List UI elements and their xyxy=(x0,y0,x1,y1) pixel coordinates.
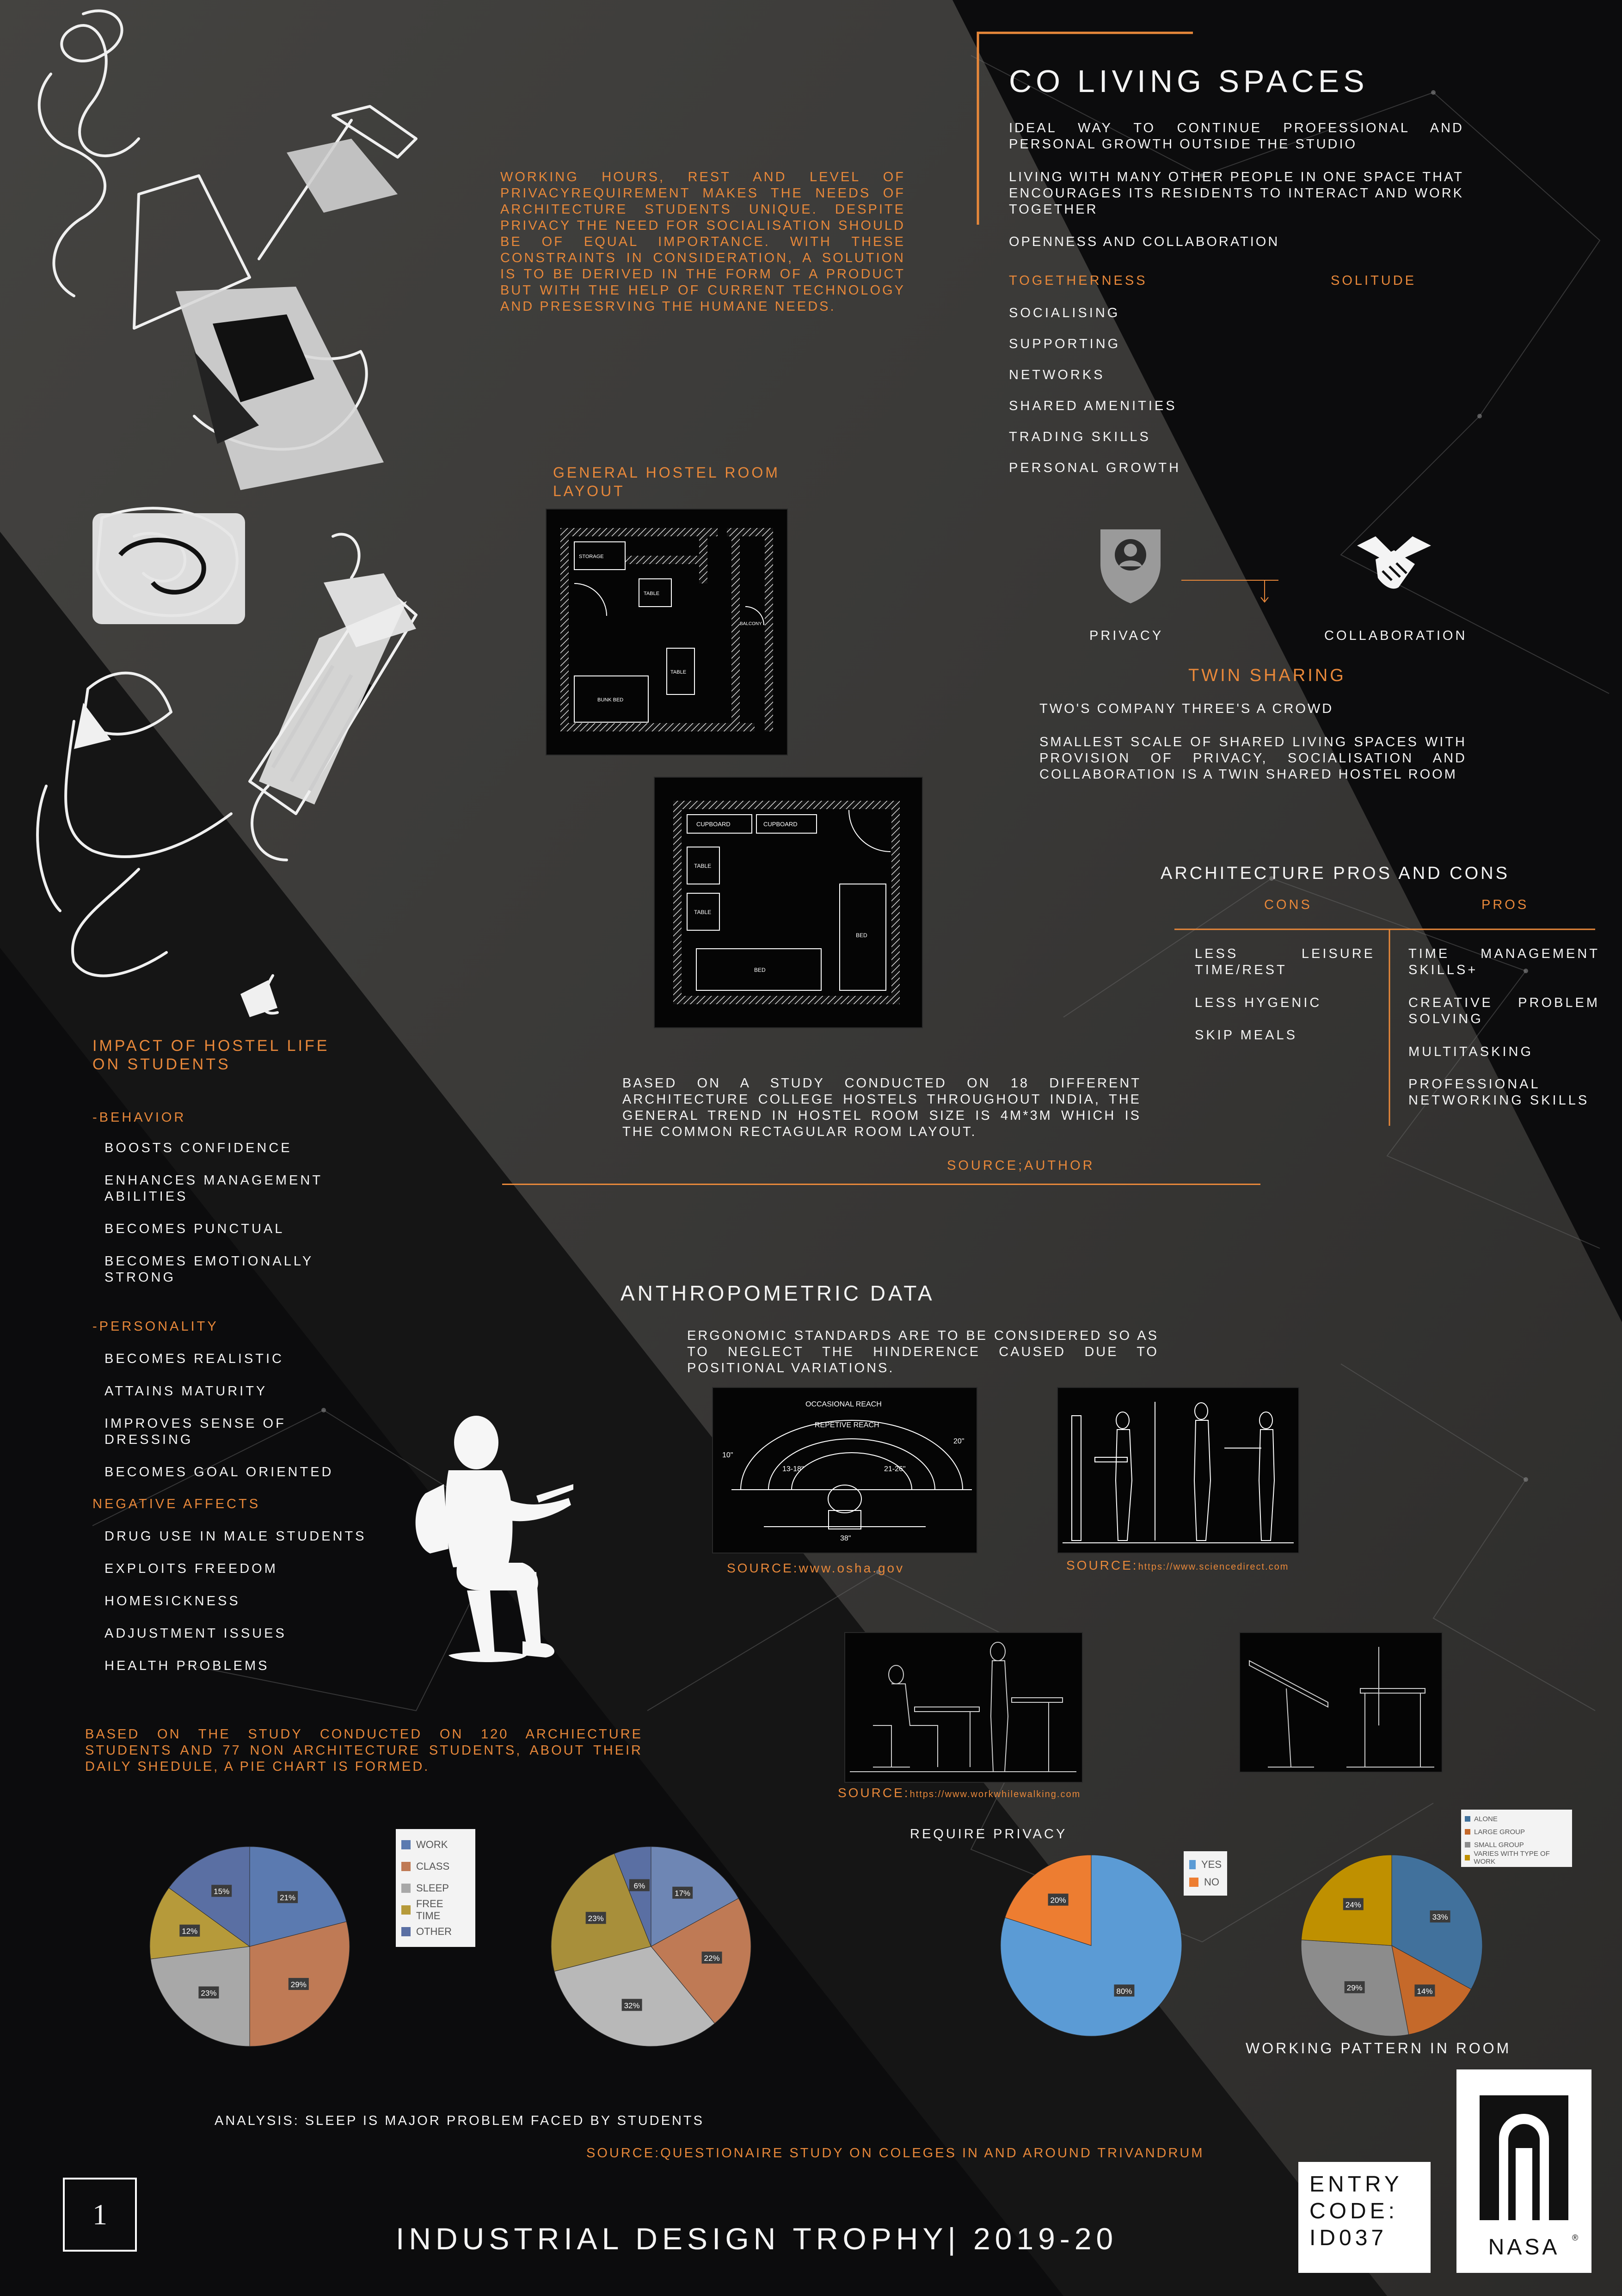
legend-label: WORK xyxy=(416,1838,448,1850)
intro-paragraph: WORKING HOURS, REST AND LEVEL OF PRIVACYREQUIREMENT MAKES THE NEEDS OF ARCHITECTURE STUDENTS UNIQUE. DESPITE PRIVACY THE NEED FOR SOCIALISATION SHOULD BE OF EQUAL IMPORTANCE. WITH THESE CONSTRAINTS IN CONSIDERATION, A SOLUTION IS TO BE DERIVED IN THE FORM OF A PRODUCT BUT WITH THE HELP OF CURRENT TECHNOLOGY AND PRESESRVING THE HUMANE NEEDS. xyxy=(500,170,905,314)
legend-item xyxy=(401,1855,470,1877)
legend-item xyxy=(1465,1812,1568,1825)
source-link[interactable]: https://www.workwhilewalking.com xyxy=(909,1789,1081,1799)
twin-p1: TWO'S COMPANY THREE'S A CROWD xyxy=(1039,701,1334,716)
list-item: TRADING SKILLS xyxy=(1009,430,1151,444)
legend-label: NO xyxy=(1204,1876,1219,1888)
entry-code-label: ENTRY CODE: xyxy=(1309,2172,1402,2223)
impact-title: IMPACT OF HOSTEL LIFE ON STUDENTS xyxy=(92,1037,330,1073)
data-label: 15% xyxy=(214,1887,230,1896)
coliving-p3: OPENNESS AND COLLABORATION xyxy=(1009,234,1280,249)
list-item: IMPROVES SENSE OF DRESSING xyxy=(104,1416,286,1447)
diagram-label: 10" xyxy=(722,1451,733,1459)
coliving-p1: IDEAL WAY TO CONTINUE PROFESSIONAL AND PERSONAL GROWTH OUTSIDE THE STUDIO xyxy=(1009,121,1464,152)
connector-lines xyxy=(1181,578,1278,606)
hostel-layout-title: GENERAL HOSTEL ROOM LAYOUT xyxy=(553,464,780,499)
privacy-label: PRIVACY xyxy=(1089,628,1164,643)
list-item: BECOMES PUNCTUAL xyxy=(104,1222,285,1236)
source-link[interactable]: www.osha.gov xyxy=(799,1561,905,1575)
legend-label: CLASS xyxy=(416,1860,450,1872)
source-label: SOURCE: xyxy=(838,1786,910,1800)
list-item: ENHANCES MANAGEMENT ABILITIES xyxy=(104,1173,323,1204)
list-item: SHARED AMENITIES xyxy=(1009,399,1177,413)
legend-label: VARIES WITH TYPE OF WORK xyxy=(1474,1850,1550,1866)
desk-posture-diagram xyxy=(844,1632,1083,1783)
source-label: SOURCE: xyxy=(1066,1558,1138,1572)
diagram-label: REPETIVE REACH xyxy=(815,1421,879,1429)
cons-item: LESS HYGENIC xyxy=(1195,995,1322,1010)
cons-item: LESS LEISURE TIME/REST xyxy=(1195,946,1375,977)
anthro-text: ERGONOMIC STANDARDS ARE TO BE CONSIDERED SO AS TO NEGLECT THE HINDERENCE CAUSED DUE TO POSITIONAL VARIATIONS. xyxy=(687,1328,1159,1375)
pie-chart-working-pattern xyxy=(1299,1853,1484,2038)
footer-title: INDUSTRIAL DESIGN TROPHY| 2019-20 xyxy=(396,2222,1118,2256)
legend-item xyxy=(1465,1851,1568,1864)
list-item: ATTAINS MATURITY xyxy=(104,1384,268,1399)
plan-label: CUPBOARD xyxy=(763,821,798,828)
divider xyxy=(502,1184,1260,1185)
data-label: 21% xyxy=(280,1893,296,1903)
data-label: 6% xyxy=(633,1881,645,1891)
source-workwhilewalking xyxy=(838,1786,1081,1800)
list-item: DRUG USE IN MALE STUDENTS xyxy=(104,1529,367,1544)
negative-label: NEGATIVE AFFECTS xyxy=(92,1497,261,1511)
hostel-plan-2 xyxy=(654,777,923,1028)
study-text: BASED ON THE STUDY CONDUCTED ON 120 ARCHIECTURE STUDENTS AND 77 NON ARCHITECTURE STUDENTS, ABOUT THEIR DAILY SHEDULE, A PIE CHART IS FORMED. xyxy=(85,1727,643,1774)
legend-item xyxy=(401,1877,470,1899)
data-label: 80% xyxy=(1116,1987,1132,1996)
diagram-label: 38" xyxy=(840,1535,851,1542)
pie-chart-privacy xyxy=(999,1853,1184,2038)
plan-label: BUNK BED xyxy=(597,697,624,703)
list-item: ADJUSTMENT ISSUES xyxy=(104,1626,287,1641)
reach-diagram xyxy=(712,1387,977,1553)
twin-sharing-title: TWIN SHARING xyxy=(1188,666,1346,685)
list-item: HOMESICKNESS xyxy=(104,1594,240,1608)
list-item: BECOMES REALISTIC xyxy=(104,1351,284,1366)
diagram-label: 20" xyxy=(953,1437,965,1445)
pros-item: CREATIVE PROBLEM SOLVING xyxy=(1408,995,1600,1026)
collaboration-label: COLLABORATION xyxy=(1324,628,1468,643)
behavior-list xyxy=(104,1140,363,1302)
shield-person-icon xyxy=(1096,522,1165,606)
legend-label: SMALL GROUP xyxy=(1474,1841,1524,1849)
personality-label: -PERSONALITY xyxy=(92,1319,219,1334)
legend-item xyxy=(401,1921,470,1942)
plan-label: CUPBOARD xyxy=(696,821,731,828)
coliving-title: CO LIVING SPACES xyxy=(1009,64,1369,99)
plan-label: STORAGE xyxy=(579,554,604,559)
solitude-label: SOLITUDE xyxy=(1331,273,1417,288)
legend-item xyxy=(1189,1873,1222,1891)
data-label: 23% xyxy=(588,1914,604,1923)
pros-item: PROFESSIONAL NETWORKING SKILLS xyxy=(1408,1077,1590,1108)
legend-item xyxy=(1465,1838,1568,1851)
legend-item xyxy=(1465,1825,1568,1838)
data-label: 33% xyxy=(1432,1913,1448,1922)
plan-label: TABLE xyxy=(644,591,660,596)
legend-label: YES xyxy=(1201,1859,1222,1870)
pros-label: PROS xyxy=(1481,897,1529,912)
registered-mark: ® xyxy=(1572,2233,1579,2242)
personality-list xyxy=(104,1351,336,1497)
arch-logo-icon xyxy=(1456,2069,1591,2273)
legend-label: ALONE xyxy=(1474,1815,1498,1823)
data-label: 22% xyxy=(704,1954,720,1963)
legend-label: LARGE GROUP xyxy=(1474,1828,1525,1836)
data-label: 12% xyxy=(182,1927,198,1936)
source-osha xyxy=(727,1561,904,1576)
legend-item xyxy=(401,1899,470,1921)
data-label: 20% xyxy=(1050,1896,1066,1905)
data-label: 14% xyxy=(1417,1987,1433,1996)
pros-item: TIME MANAGEMENT SKILLS+ xyxy=(1408,946,1600,977)
working-pattern-title: WORKING PATTERN IN ROOM xyxy=(1246,2040,1511,2057)
cons-item: SKIP MEALS xyxy=(1195,1028,1297,1043)
plan-label: TABLE xyxy=(694,909,712,915)
plan-label: TABLE xyxy=(694,863,712,869)
list-item: HEALTH PROBLEMS xyxy=(104,1658,270,1673)
cons-label: CONS xyxy=(1264,897,1312,912)
drafting-table-diagram xyxy=(1239,1632,1443,1773)
list-item: EXPLOITS FREEDOM xyxy=(104,1561,278,1576)
plan-label: TABLE xyxy=(670,669,687,675)
togetherness-label: TOGETHERNESS xyxy=(1009,273,1148,288)
page-number: 1 xyxy=(63,2178,137,2252)
hostel-source: SOURCE;AUTHOR xyxy=(947,1158,1095,1173)
pros-item: MULTITASKING xyxy=(1408,1044,1533,1059)
list-item: BECOMES EMOTIONALLY STRONG xyxy=(104,1254,313,1285)
entry-code-box xyxy=(1298,2162,1431,2273)
data-label: 29% xyxy=(290,1980,307,1989)
data-label: 24% xyxy=(1345,1900,1361,1909)
pie-chart-architecture xyxy=(148,1845,351,2048)
standing-diagram xyxy=(1057,1387,1299,1553)
legend-label: FREE TIME xyxy=(416,1897,443,1922)
coliving-list xyxy=(1009,305,1181,491)
legend-item xyxy=(401,1834,470,1855)
plan-label: BED xyxy=(856,932,867,939)
list-item: BECOMES GOAL ORIENTED xyxy=(104,1465,334,1480)
plan-label: BED xyxy=(754,967,766,973)
twin-p2: SMALLEST SCALE OF SHARED LIVING SPACES WITH PROVISION OF PRIVACY, SOCIALISATION AND COLLABORATION IS A TWIN SHARED HOSTEL ROOM xyxy=(1039,735,1467,782)
questionnaire-source: SOURCE:QUESTIONAIRE STUDY ON COLEGES IN AND AROUND TRIVANDRUM xyxy=(586,2146,1204,2161)
legend-working-pattern xyxy=(1461,1810,1572,1867)
data-label: 17% xyxy=(675,1889,691,1898)
legend-label: OTHER xyxy=(416,1925,452,1937)
legend-label: SLEEP xyxy=(416,1882,449,1894)
legend-privacy xyxy=(1184,1851,1227,1896)
legend-item xyxy=(1189,1856,1222,1873)
data-label: 32% xyxy=(624,2001,640,2010)
data-label: 29% xyxy=(1346,1983,1363,1993)
entry-id: ID037 xyxy=(1309,2226,1388,2250)
student-silhouette xyxy=(398,1415,573,1683)
plan-label: BALCONY xyxy=(740,621,762,626)
source-link[interactable]: https://www.sciencedirect.com xyxy=(1138,1562,1289,1572)
behavior-label: -BEHAVIOR xyxy=(92,1110,186,1125)
analysis-text: ANALYSIS: SLEEP IS MAJOR PROBLEM FACED BY STUDENTS xyxy=(215,2113,704,2128)
logo-text: NASA xyxy=(1488,2235,1560,2259)
legend-daily-schedule xyxy=(396,1829,475,1947)
pros-cons-title: ARCHITECTURE PROS AND CONS xyxy=(1161,864,1510,883)
list-item: NETWORKS xyxy=(1009,368,1105,382)
diagram-label: OCCASIONAL REACH xyxy=(805,1400,882,1408)
list-item: SOCIALISING xyxy=(1009,306,1120,320)
diagram-label: 21-26" xyxy=(884,1465,906,1473)
data-label: 23% xyxy=(201,1989,217,1998)
handshake-icon xyxy=(1355,527,1433,606)
diagram-label: 13-18" xyxy=(782,1465,804,1473)
source-label: SOURCE: xyxy=(727,1561,799,1575)
source-sciencedirect xyxy=(1066,1558,1289,1573)
coliving-p2: LIVING WITH MANY OTHER PEOPLE IN ONE SPACE THAT ENCOURAGES ITS RESIDENTS TO INTERACT AND WORK TOGETHER xyxy=(1009,170,1464,217)
hostel-study-text: BASED ON A STUDY CONDUCTED ON 18 DIFFERENT ARCHITECTURE COLLEGE HOSTELS THROUGHOUT INDIA, THE GENERAL TREND IN HOSTEL ROOM SIZE IS 4M*3M WHICH IS THE COMMON RECTAGULAR ROOM LAYOUT. xyxy=(622,1076,1141,1139)
nasa-logo xyxy=(1456,2069,1591,2273)
negative-list xyxy=(104,1529,382,1690)
pie-chart-non-architecture xyxy=(549,1845,753,2048)
list-item: SUPPORTING xyxy=(1009,337,1121,351)
anthro-title: ANTHROPOMETRIC DATA xyxy=(621,1281,935,1305)
tools-sketch-illustration xyxy=(0,0,462,1040)
hostel-plan-1 xyxy=(546,509,788,755)
require-privacy-title: REQUIRE PRIVACY xyxy=(910,1827,1068,1842)
list-item: PERSONAL GROWTH xyxy=(1009,460,1181,475)
list-item: BOOSTS CONFIDENCE xyxy=(104,1141,292,1155)
